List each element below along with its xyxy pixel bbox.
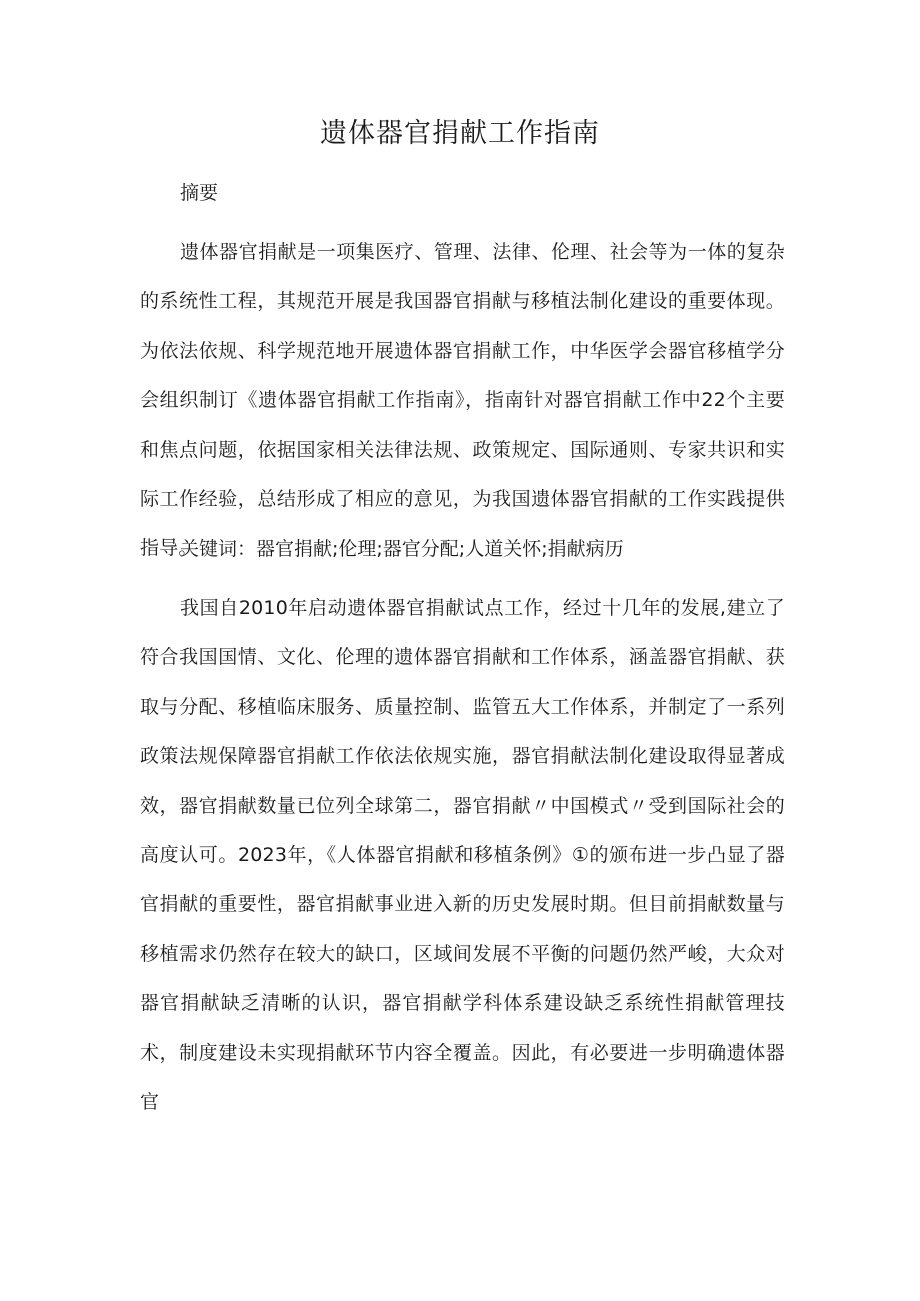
keywords-line: 关键词：器官捐献;伦理;器官分配;人道关怀;捐献病历 — [180, 538, 624, 560]
body-paragraph: 我国自2010年启动遗体器官捐献试点工作，经过十几年的发展,建立了符合我国国情、文化、伦理的遗体器官捐献和工作体系，涵盖器官捐献、获取与分配、移植临床服务、质量控制、监管五大工作体系，并制定了一系列政策法规保障器官捐献工作依法依规实施，器官捐献法制化建设取得显著成效，器官捐献数量已位列全球第二，器官捐献〃中国模式〃受到国际社会的高度认可。2023年，《人体器官捐献和移植条例》①的颁布进一步凸显了器官捐献的重要性，器官捐献事业进入新的历史发展时期。但目前捐献数量与移植需求仍然存在较大的缺口，区域间发展不平衡的问题仍然严峻，大众对器官捐献缺乏清晰的认识，器官捐献学科体系建设缺乏系统性捐献管理技术，制度建设未实现捐献环节内容全覆盖。因此，有必要进一步明确遗体器官 — [140, 597, 785, 1114]
document-title: 遗体器官捐献工作指南 — [320, 118, 600, 149]
abstract-paragraph: 遗体器官捐献是一项集医疗、管理、法律、伦理、社会等为一体的复杂的系统性工程，其规范开展是我国器官捐献与移植法制化建设的重要体现。为依法依规、科学规范地开展遗体器官捐献工作，中华医学会器官移植学分会组织制订《遗体器官捐献工作指南》，指南针对器官捐献工作中22个主要和焦点问题，依据国家相关法律法规、政策规定、国际通则、专家共识和实际工作经验，总结形成了相应的意见，为我国遗体器官捐献的工作实践提供指导。 — [140, 241, 785, 560]
abstract-heading: 摘要 — [180, 182, 219, 204]
